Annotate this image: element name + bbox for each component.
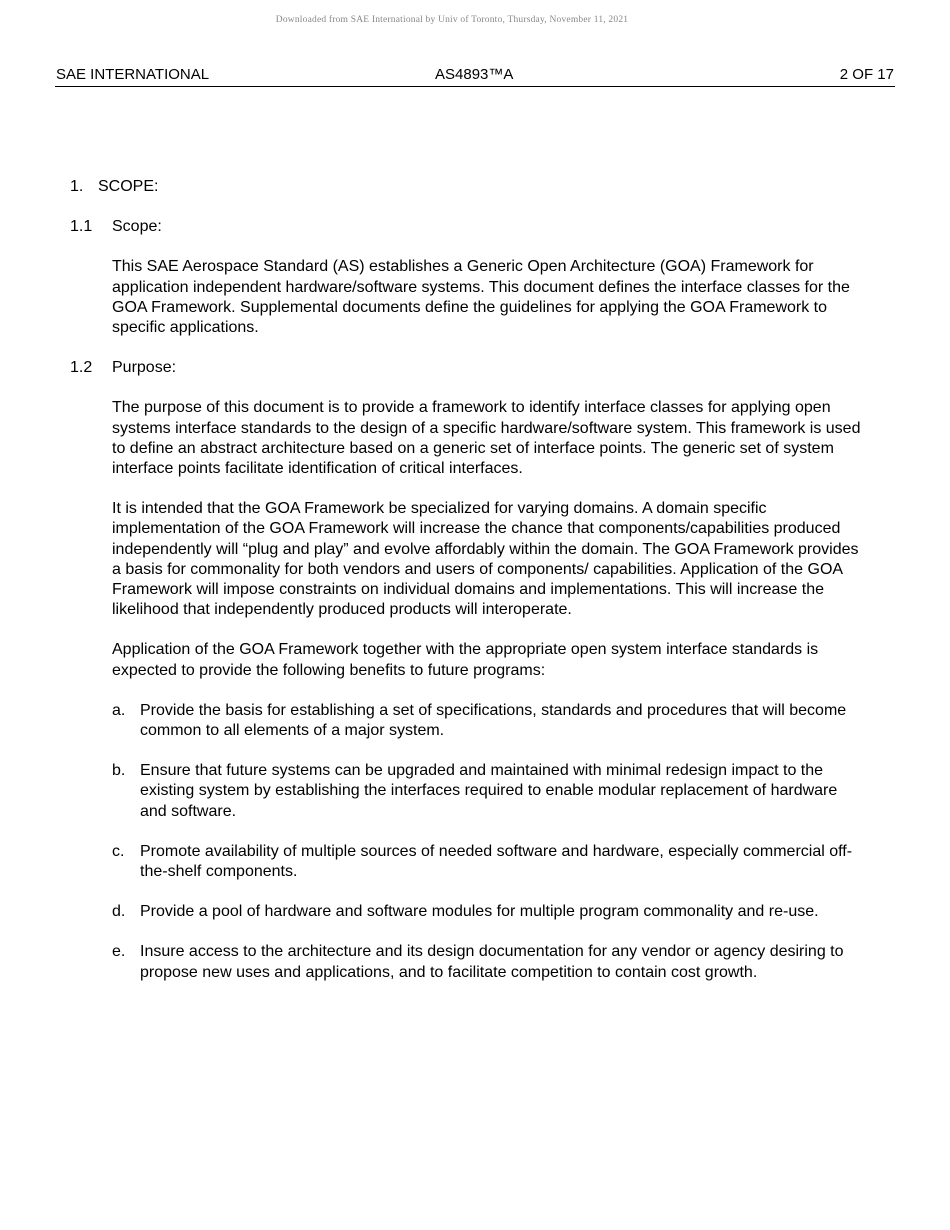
list-item-text: Promote availability of multiple sources of needed software and hardware, especially commercial off-the-shelf components. [140,842,853,881]
benefits-list [70,701,870,983]
list-item [112,842,867,882]
section-1-2-heading [70,358,870,378]
document-body [70,177,870,1003]
list-item [112,761,867,822]
section-1-heading [70,177,870,197]
list-marker: a. [112,701,126,719]
list-item [112,942,867,982]
list-item [112,701,867,741]
list-marker: b. [112,762,126,780]
list-marker: d. [112,903,126,921]
header-page-number: 2 OF 17 [839,66,894,83]
purpose-paragraph: Application of the GOA Framework together with the appropriate open system interface standards is expected to provide the following benefits to future programs: [112,641,819,679]
list-marker: e. [112,943,126,961]
header-document-number: AS4893™A [435,66,514,83]
download-watermark: Downloaded from SAE International by Univ of Toronto, Thursday, November 11, 2021 [275,15,629,25]
section-title: Scope: [112,218,162,236]
section-title: SCOPE: [98,178,159,195]
purpose-paragraph: It is intended that the GOA Framework be specialized for varying domains. A domain specific implementation of the GOA Framework will increase the chance that components/capabilities produced independently will “plug and play” and evolve affordably within the domain. The GOA Framework provides a basis for commonality for both vendors and users of components/ capabilities. Application of the GOA Framework will impose constraints on individual domains and implementations. This will increase the likelihood that independently produced products will interoperate. [112,500,859,619]
page-header [55,66,895,87]
purpose-paragraph: The purpose of this document is to provide a framework to identify interface classes for applying open systems interface standards to the design of a specific hardware/software system. This framework is used to define an abstract architecture based on a generic set of interface points. The generic set of system interface points facilitate identification of critical interfaces. [112,399,861,478]
list-item-text: Insure access to the architecture and its design documentation for any vendor or agency desiring to propose new uses and applications, and to facilitate competition to contain cost growth. [140,943,844,981]
section-number: 1.2 [70,359,93,377]
list-item-text: Ensure that future systems can be upgraded and maintained with minimal redesign impact to the existing system by establishing the interfaces required to enable modular replacement of hardware and software. [140,762,838,820]
header-organization: SAE INTERNATIONAL [56,66,210,83]
list-item [112,902,867,922]
section-number: 1. [70,178,84,195]
list-item-text: Provide the basis for establishing a set of specifications, standards and procedures that will become common to all elements of a major system. [140,701,847,740]
section-1-1-heading [70,217,870,237]
section-title: Purpose: [112,359,177,377]
scope-paragraph: This SAE Aerospace Standard (AS) establishes a Generic Open Architecture (GOA) Framework for application independent hardware/software systems. This document defines the interface classes for the GOA Framework. Supplemental documents define the guidelines for applying the GOA Framework to specific applications. [112,258,850,337]
list-marker: c. [112,842,125,860]
section-number: 1.1 [70,218,93,236]
list-item-text: Provide a pool of hardware and software modules for multiple program commonality and re-use. [140,903,819,921]
